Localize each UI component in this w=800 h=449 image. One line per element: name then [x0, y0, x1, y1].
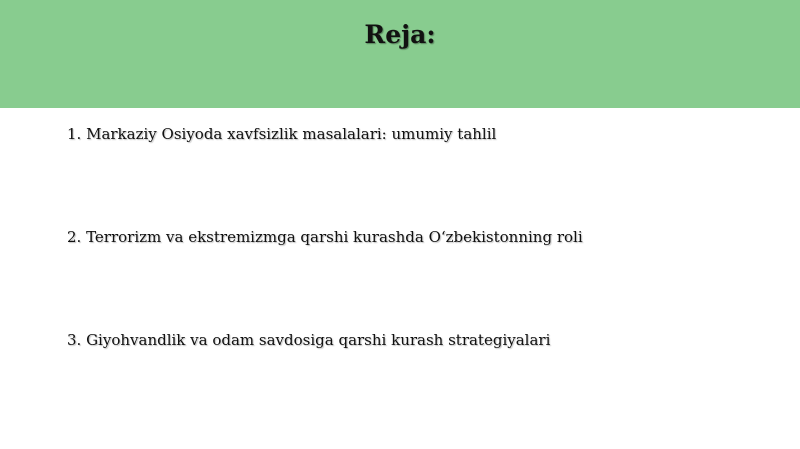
- plan-item-3: 3. Giyohvandlik va odam savdosiga qarshi kurash strategiyalari: [67, 331, 551, 349]
- slide-title: Reja:: [364, 20, 436, 49]
- slide-header-band: [0, 0, 800, 108]
- plan-item-1: 1. Markaziy Osiyoda xavfsizlik masalalari: umumiy tahlil: [67, 125, 497, 143]
- plan-item-2: 2. Terrorizm va ekstremizmga qarshi kurashda O‘zbekistonning roli: [67, 228, 583, 246]
